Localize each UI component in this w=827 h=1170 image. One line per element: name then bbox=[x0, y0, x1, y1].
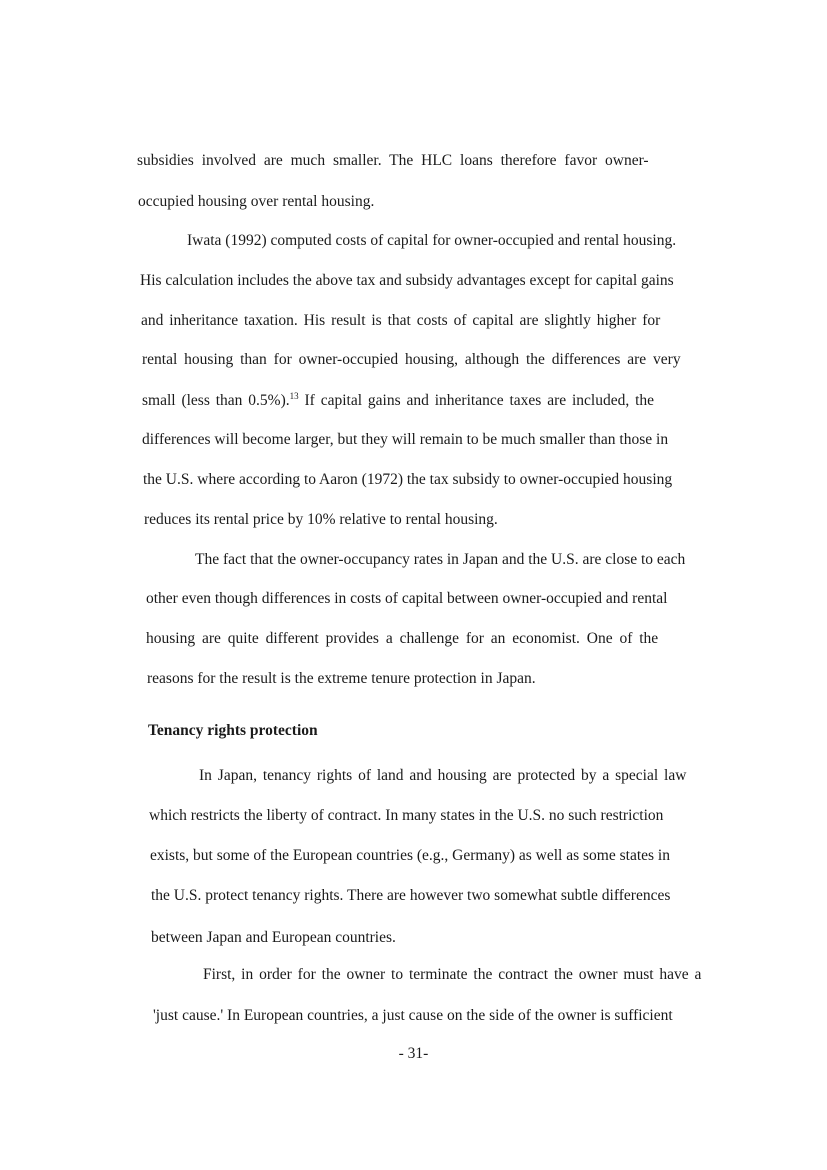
text-line: subsidies involved are much smaller. The HLC loans therefore favor owner- bbox=[137, 152, 649, 169]
text-line: His calculation includes the above tax and subsidy advantages except for capital gains bbox=[140, 272, 674, 289]
text-segment: If capital gains and inheritance taxes are included, the bbox=[298, 392, 655, 410]
text-line: which restricts the liberty of contract. In many states in the U.S. no such restriction bbox=[149, 807, 664, 824]
text-line: reduces its rental price by 10% relative to rental housing. bbox=[144, 511, 498, 528]
text-line: housing are quite different provides a challenge for an economist. One of the bbox=[146, 630, 659, 647]
text-line: other even though differences in costs of capital between owner-occupied and rental bbox=[146, 590, 668, 607]
text-line: the U.S. protect tenancy rights. There are however two somewhat subtle differences bbox=[151, 887, 671, 904]
text-line: the U.S. where according to Aaron (1972) the tax subsidy to owner-occupied housing bbox=[143, 471, 673, 488]
text-line: occupied housing over rental housing. bbox=[138, 193, 375, 210]
footnote-marker: 13 bbox=[289, 391, 299, 401]
text-line: Iwata (1992) computed costs of capital for owner-occupied and rental housing. bbox=[187, 232, 677, 249]
text-line: reasons for the result is the extreme tenure protection in Japan. bbox=[147, 670, 536, 687]
text-line: differences will become larger, but they will remain to be much smaller than those in bbox=[142, 431, 669, 448]
text-line: rental housing than for owner-occupied housing, although the differences are very bbox=[142, 351, 681, 368]
page-number: - 31- bbox=[398, 1045, 429, 1062]
text-line: In Japan, tenancy rights of land and housing are protected by a special law bbox=[199, 767, 687, 784]
text-line: The fact that the owner-occupancy rates in Japan and the U.S. are close to each bbox=[195, 551, 686, 568]
text-line: First, in order for the owner to terminate the contract the owner must have a bbox=[203, 966, 702, 983]
text-segment: small (less than 0.5%). bbox=[142, 392, 290, 410]
text-line: 'just cause.' In European countries, a just cause on the side of the owner is sufficient bbox=[153, 1007, 673, 1024]
text-line: and inheritance taxation. His result is that costs of capital are slightly higher for bbox=[141, 312, 661, 329]
text-line: exists, but some of the European countries (e.g., Germany) as well as some states in bbox=[150, 847, 670, 864]
text-line bbox=[142, 392, 654, 409]
text-line: between Japan and European countries. bbox=[151, 929, 396, 946]
section-heading: Tenancy rights protection bbox=[148, 722, 318, 739]
